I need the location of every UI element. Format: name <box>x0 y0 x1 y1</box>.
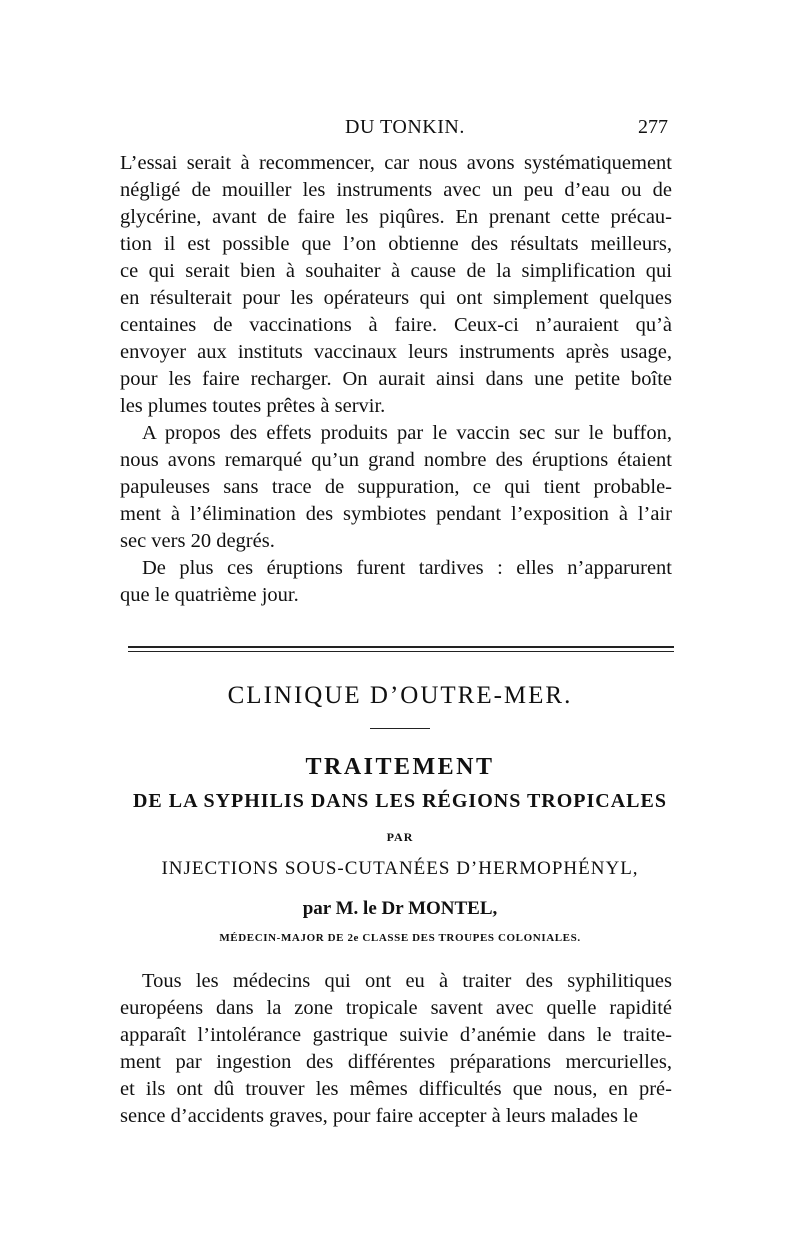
paragraph-late-eruptions <box>120 555 672 609</box>
text-line: européens dans la zone tropicale savent avec quelle rapidité <box>120 997 672 1019</box>
title-divider <box>370 728 430 729</box>
text-line: centaines de vaccinations à faire. Ceux-ci n’auraient qu’à <box>120 314 672 336</box>
text-line: pour les faire recharger. On aurait ainsi dans une petite boîte <box>120 368 672 390</box>
paragraph-article-intro <box>120 968 672 1130</box>
text-line: apparaît l’intolérance gastrique suivie d’anémie dans le traite- <box>120 1024 672 1046</box>
section-divider <box>128 646 674 652</box>
text-line: De plus ces éruptions furent tardives : elles n’apparurent <box>142 557 672 579</box>
section-title: CLINIQUE D’OUTRE-MER. <box>227 682 573 709</box>
text-line: tion il est possible que l’on obtienne des résultats meilleurs, <box>120 233 672 255</box>
text-line: A propos des effets produits par le vaccin sec sur le buffon, <box>142 422 672 444</box>
text-line: glycérine, avant de faire les piqûres. En prenant cette précau- <box>120 206 672 228</box>
article-title: TRAITEMENT <box>305 754 495 780</box>
text-line: négligé de mouiller les instruments avec un peu d’eau ou de <box>120 179 672 201</box>
running-head-title: DU TONKIN. <box>345 116 465 138</box>
paragraph-vaccine-effects <box>120 420 672 555</box>
running-head <box>120 116 680 146</box>
text-line: nous avons remarqué qu’un grand nombre des éruptions étaient <box>120 449 672 471</box>
text-line: en résulterait pour les opérateurs qui ont simplement quelques <box>120 287 672 309</box>
text-line: ment à l’élimination des symbiotes pendant l’exposition à l’air <box>120 503 672 525</box>
article-par: PAR <box>386 830 414 844</box>
author-role: MÉDECIN-MAJOR DE 2e CLASSE DES TROUPES COLONIALES. <box>219 932 581 944</box>
page-number: 277 <box>638 116 668 138</box>
text-line: Tous les médecins qui ont eu à traiter des syphilitiques <box>142 970 672 992</box>
text-line: les plumes toutes prêtes à servir. <box>120 395 386 417</box>
article-subtitle-injections: INJECTIONS SOUS-CUTANÉES D’HERMOPHÉNYL, <box>161 858 639 879</box>
text-line: que le quatrième jour. <box>120 584 299 606</box>
text-line: papuleuses sans trace de suppuration, ce qui tient probable- <box>120 476 672 498</box>
article-author: par M. le Dr MONTEL, <box>302 898 498 919</box>
text-line: sec vers 20 degrés. <box>120 530 275 552</box>
text-line: envoyer aux instituts vaccinaux leurs instruments après usage, <box>120 341 672 363</box>
text-line: L’essai serait à recommencer, car nous avons systématiquement <box>120 152 672 174</box>
text-line: sence d’accidents graves, pour faire accepter à leurs malades le <box>120 1105 638 1127</box>
paragraph-continued <box>120 150 672 420</box>
article-subtitle: DE LA SYPHILIS DANS LES RÉGIONS TROPICALES <box>132 790 667 812</box>
text-line: ment par ingestion des différentes préparations mercurielles, <box>120 1051 672 1073</box>
text-line: et ils ont dû trouver les mêmes difficultés que nous, en pré- <box>120 1078 672 1100</box>
text-line: ce qui serait bien à souhaiter à cause de la simplification qui <box>120 260 672 282</box>
